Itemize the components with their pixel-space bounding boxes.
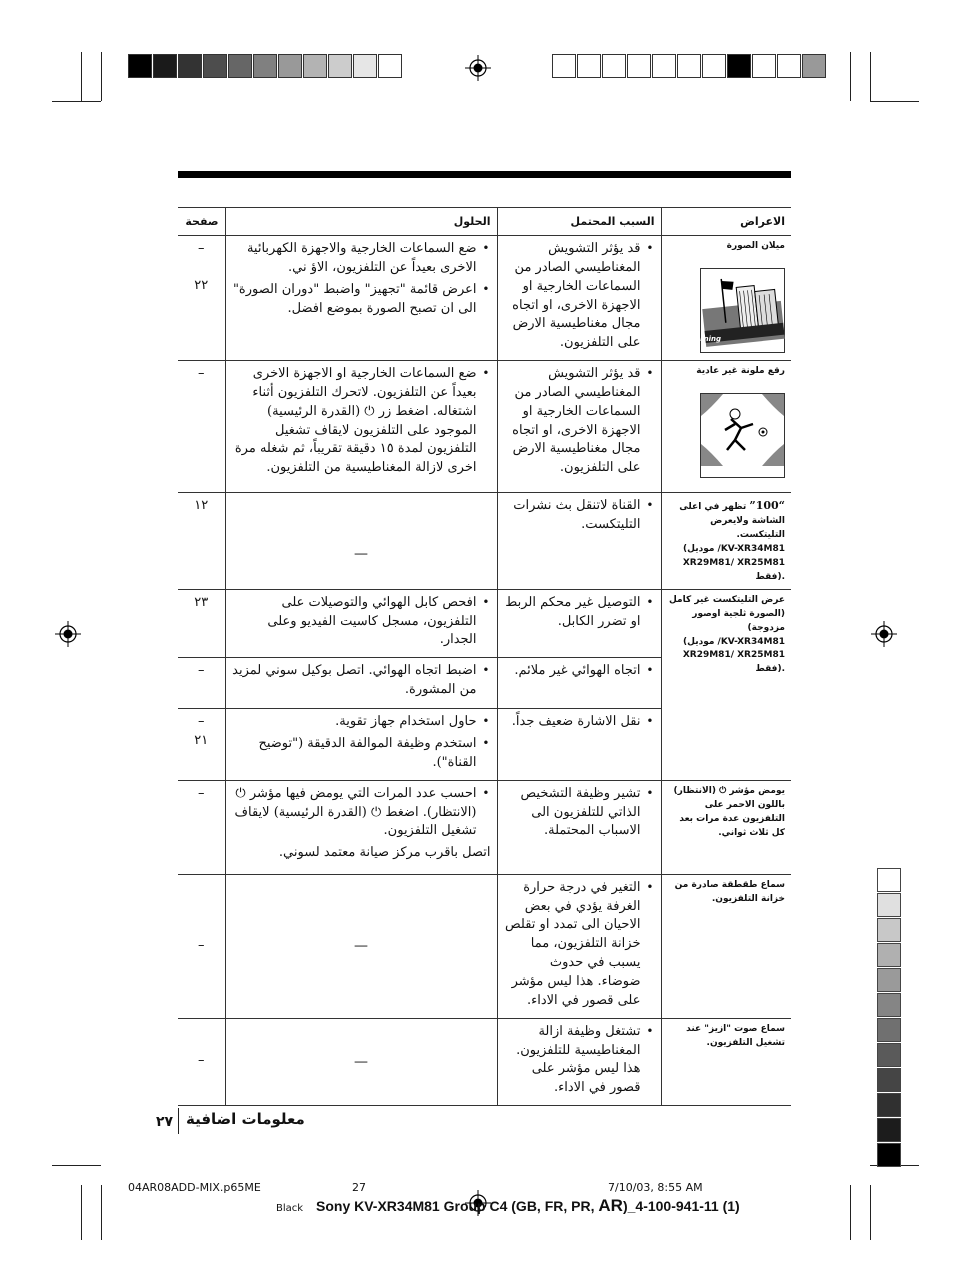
header-page: صفحة — [178, 208, 225, 236]
solution-text: • ضع السماعات الخارجية او الاجهزة الاخرى بعيداً عن التلفزيون. لاتحرك التلفزيون أثناء اشتغاله. اضغط زر ⏻ (القدرة الرئيسية) الموجود على التلفزيون لايقاف تشغيل التلفزيون لمدة ١٥ دقيقة تقريباً، ثم شغله مرة اخرى لازالة المغناطيسية من التلفزيون. — [232, 365, 477, 478]
table-row — [178, 1018, 791, 1105]
cause-cell — [497, 236, 661, 361]
solution-text: — — [354, 1053, 368, 1070]
solution-text: • ضع السماعات الخارجية والاجهزة الكهربائية الاخرى بعيداً عن التلفزيون، الاؤ ني. — [232, 240, 477, 278]
tv-image-icon — [701, 394, 784, 466]
solution-text: — — [354, 545, 368, 562]
color-calibration-bar-left — [128, 54, 403, 78]
color-calibration-bar-right — [552, 54, 827, 78]
color-swatch — [328, 54, 352, 78]
crop-mark — [870, 52, 871, 101]
cause-text: • نقل الاشارة ضعيف جداً. — [504, 713, 641, 732]
gray-step — [877, 943, 901, 967]
color-swatch — [802, 54, 826, 78]
solution-cell — [225, 874, 497, 1018]
color-swatch — [178, 54, 202, 78]
table-row — [178, 236, 791, 361]
solution-text: • اضبط اتجاه الهوائي. اتصل بوكيل سوني لمزيد من المشورة. — [232, 662, 477, 700]
cause-text: • قد يؤثر التشويش المغناطيسي الصادر من السماعات الخارجية او الاجهزة الاخرى، او اتجاه مجال مغناطيسية الارض على التلفزيون. — [504, 365, 641, 478]
page-ref: – — [198, 1053, 205, 1069]
cause-cell — [497, 874, 661, 1018]
solution-cell — [225, 780, 497, 874]
model-note: (موديل /KV-XR34M81 XR29M81/ XR25M81 فقط). — [682, 543, 785, 582]
crop-mark — [850, 52, 851, 101]
solution-cell — [225, 589, 497, 658]
page-cell — [178, 236, 225, 361]
page-cell — [178, 361, 225, 493]
page-ref: – — [198, 366, 205, 382]
header-symptom: الاعراض — [661, 208, 791, 236]
color-swatch — [602, 54, 626, 78]
cause-cell — [497, 709, 661, 781]
color-patches-illustration — [700, 393, 785, 478]
page-cell — [178, 493, 225, 590]
page-cell — [178, 658, 225, 709]
color-swatch — [577, 54, 601, 78]
cause-cell — [497, 589, 661, 658]
crop-mark — [81, 1185, 82, 1240]
page-cell — [178, 589, 225, 658]
solution-text: • افحص كابل الهوائي والتوصيلات على التلفزيون، مسجل كاسيت الفيديو وعلى الجدار. — [232, 594, 477, 651]
table-row — [178, 493, 791, 590]
illustration-caption: Good morning! — [662, 334, 721, 343]
solution-text: • اعرض قائمة "تجهيز" واضبط "دوران الصورة" الى ان تصبح الصورة بموضع افضل. — [232, 281, 477, 319]
gray-step — [877, 968, 901, 992]
page-cell — [178, 709, 225, 781]
solution-cell — [225, 1018, 497, 1105]
section-title: معلومات اضافية — [186, 1110, 305, 1128]
page-ref: ١٢ — [194, 498, 209, 514]
cause-text: • القناة لاتنقل بث نشرات التليتكست. — [504, 497, 641, 535]
registration-mark-icon — [55, 621, 81, 647]
color-swatch — [228, 54, 252, 78]
page-ref: ٢١ — [194, 733, 209, 749]
symptom-cell — [661, 780, 791, 874]
gray-step — [877, 893, 901, 917]
crop-mark — [870, 101, 919, 102]
gray-step — [877, 1143, 901, 1167]
crop-mark — [81, 52, 82, 101]
ink-label: Black — [276, 1203, 304, 1214]
symptom-lead: “100” — [749, 499, 785, 513]
troubleshooting-table — [178, 207, 791, 1106]
color-swatch — [303, 54, 327, 78]
top-rule — [178, 171, 791, 178]
page-cell — [178, 874, 225, 1018]
solution-text: • حاول استخدام جهاز تقوية. — [232, 713, 477, 732]
cause-text: • اتجاه الهوائي غير ملائم. — [504, 662, 641, 681]
cause-cell — [497, 1018, 661, 1105]
color-swatch — [627, 54, 651, 78]
table-row — [178, 361, 791, 493]
page-ref: – — [198, 663, 205, 679]
solution-text: • استخدم وظيفة الموالفة الدقيقة ("توضيح القناة"). — [232, 735, 477, 773]
print-datetime: 7/10/03, 8:55 AM — [608, 1181, 703, 1194]
symptom-text: عرض التليتكست غير كامل (الصورة ثلجية اوصور مزدوجة) — [669, 594, 785, 633]
color-swatch — [752, 54, 776, 78]
crop-mark — [52, 101, 101, 102]
color-swatch — [552, 54, 576, 78]
crop-mark — [101, 1185, 102, 1240]
cause-text: • قد يؤثر التشويش المغناطيسي الصادر من السماعات الخارجية او الاجهزة الاخرى، او اتجاه مجال مغناطيسية الارض على التلفزيون. — [504, 240, 641, 353]
color-swatch — [727, 54, 751, 78]
solution-text: • احسب عدد المرات التي يومض فيها مؤشر ⏻ (الانتظار). اضغط ⏻ (القدرة الرئيسية) لايقاف تشغيل التلفزيون. — [232, 785, 477, 842]
solution-cell — [225, 709, 497, 781]
solution-cell — [225, 236, 497, 361]
color-swatch — [702, 54, 726, 78]
print-filename: 04AR08ADD-MIX.p65ME — [128, 1181, 261, 1194]
page-ref: – — [198, 785, 205, 801]
header-cause: السبب المحتمل — [497, 208, 661, 236]
cause-text: • تشتغل وظيفة ازالة المغناطيسية للتلفزيون. هذا ليس مؤشر على قصور في الاداء. — [504, 1023, 641, 1098]
cause-cell — [497, 780, 661, 874]
table-row — [178, 874, 791, 1018]
symptom-cell — [661, 361, 791, 493]
gray-step — [877, 918, 901, 942]
footer-divider — [178, 1108, 179, 1134]
color-swatch — [378, 54, 402, 78]
symptom-text: سماع صوت "ازيز" عند تشغيل التلفزيون. — [686, 1023, 785, 1048]
table-row — [178, 780, 791, 874]
page-ref: ٢٣ — [194, 594, 209, 610]
page-ref: – — [198, 241, 205, 256]
color-swatch — [128, 54, 152, 78]
gray-step — [877, 1093, 901, 1117]
cause-cell — [497, 493, 661, 590]
crop-mark — [870, 1185, 871, 1240]
model-line-ar: AR — [598, 1196, 623, 1215]
symptom-cell — [661, 874, 791, 1018]
color-swatch — [153, 54, 177, 78]
crop-mark — [850, 1185, 851, 1240]
tilted-picture-illustration — [662, 268, 785, 353]
color-swatch — [777, 54, 801, 78]
symptom-cell — [661, 493, 791, 590]
color-swatch — [278, 54, 302, 78]
page-cell — [178, 780, 225, 874]
header-solution: الحلول — [225, 208, 497, 236]
symptom-cell — [661, 1018, 791, 1105]
tv-image-icon — [662, 269, 784, 352]
gray-step — [877, 1018, 901, 1042]
cause-text: • التغير في درجة حرارة الغرفة يؤدي في بعض الاحيان الى تمدد او تقلص خزانة التلفزيون، مما يسبب في حدوث ضوضاء. هذا ليس مؤشر على قصور في الاداء. — [504, 879, 641, 1011]
color-swatch — [353, 54, 377, 78]
gray-step — [877, 1118, 901, 1142]
page-ref: – — [198, 937, 205, 953]
color-swatch — [677, 54, 701, 78]
solution-text: — — [354, 938, 368, 955]
gray-step — [877, 1068, 901, 1092]
model-line — [316, 1196, 740, 1216]
page-number: ٢٧ — [156, 1114, 174, 1130]
page-ref: – — [198, 714, 205, 730]
solution-cell — [225, 493, 497, 590]
model-line-text: Sony KV-XR34M81 Group C4 (GB, FR, PR, — [316, 1198, 599, 1214]
registration-mark-icon — [465, 55, 491, 81]
color-swatch — [652, 54, 676, 78]
symptom-cell — [661, 589, 791, 780]
cause-text: • تشير وظيفة التشخيص الذاتي للتلفزيون الى الاسباب المحتملة. — [504, 785, 641, 842]
cause-cell — [497, 361, 661, 493]
symptom-cell — [661, 236, 791, 361]
page-ref: ٢٢ — [194, 277, 209, 293]
model-note: (موديل /KV-XR34M81 XR29M81/ XR25M81 فقط). — [682, 636, 785, 675]
symptom-text: سماع طقطقة صادرة من خزانة التلفزيون. — [674, 879, 785, 904]
solution-cell — [225, 658, 497, 709]
solution-extra: اتصل باقرب مركز صيانة معتمد لسوني. — [278, 845, 491, 861]
crop-mark — [52, 1165, 101, 1166]
table-header-row — [178, 208, 791, 236]
page-cell — [178, 1018, 225, 1105]
color-swatch — [253, 54, 277, 78]
cause-text: • التوصيل غير محكم الربط او تضرر الكابل. — [504, 594, 641, 632]
gray-step — [877, 993, 901, 1017]
symptom-text: يومض مؤشر ⏻ (الانتظار) باللون الاحمر على التلفزيون عدة مرات بعد كل ثلاث ثواني. — [673, 785, 785, 838]
gray-step — [877, 1043, 901, 1067]
table-row — [178, 589, 791, 658]
print-page: 27 — [352, 1181, 366, 1194]
symptom-text: تظهر في اعلى الشاشة ولايعرض التليتكست. — [679, 502, 785, 540]
cause-cell — [497, 658, 661, 709]
color-swatch — [203, 54, 227, 78]
solution-cell — [225, 361, 497, 493]
symptom-text: رقع ملونة غير عادية — [696, 366, 785, 377]
model-line-tail: )_4-100-941-11 (1) — [622, 1198, 740, 1214]
gray-step — [877, 868, 901, 892]
symptom-text: ميلان الصورة — [726, 241, 785, 251]
crop-mark — [101, 52, 102, 101]
registration-mark-icon — [871, 621, 897, 647]
